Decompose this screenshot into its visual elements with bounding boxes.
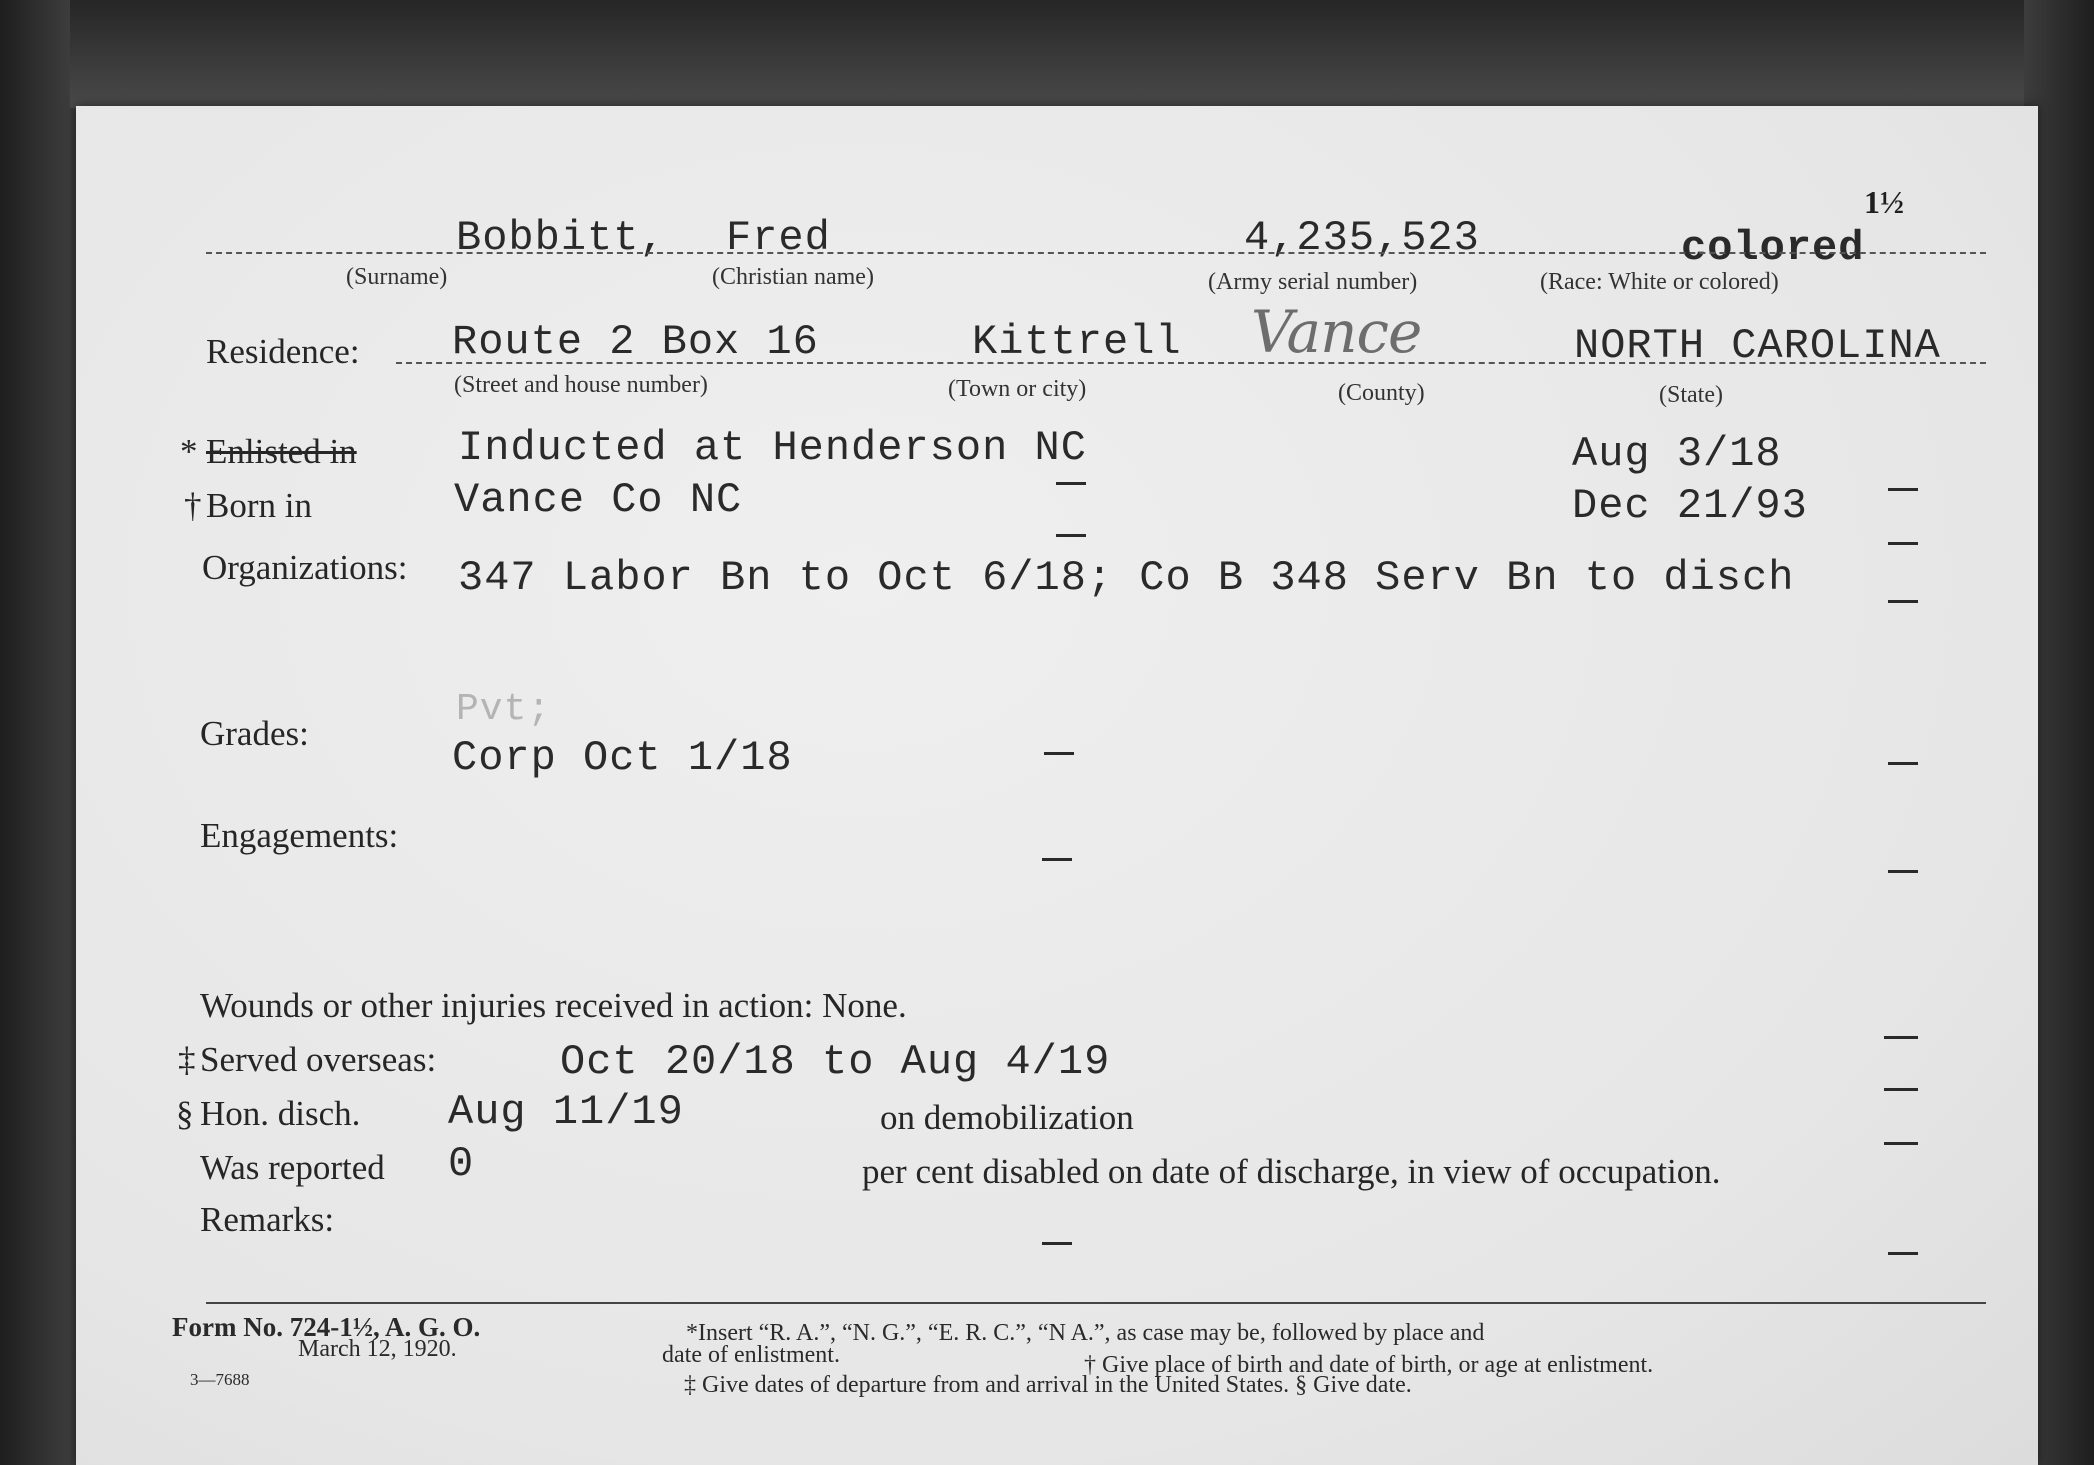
- county-caption: (County): [1338, 380, 1425, 406]
- dash-mark: [1884, 1036, 1918, 1039]
- born-value: Vance Co NC: [454, 476, 743, 524]
- form-number: Form No. 724-1½, A. G. O.: [172, 1312, 481, 1342]
- discharge-reason: on demobilization: [880, 1098, 1134, 1137]
- dash-mark: [1042, 858, 1072, 861]
- dash-mark: [1888, 870, 1918, 873]
- organizations-value: 347 Labor Bn to Oct 6/18; Co B 348 Serv Bn to disch: [458, 554, 1795, 602]
- serial-caption: (Army serial number): [1208, 269, 1418, 295]
- scan-border-top: [0, 0, 2094, 108]
- grades-faded-value: Pvt;: [456, 688, 552, 731]
- born-label: Born in: [206, 486, 312, 525]
- residence-label: Residence:: [206, 332, 360, 371]
- enlisted-marker: *: [180, 432, 198, 471]
- race-caption: (Race: White or colored): [1540, 269, 1779, 295]
- race-value: colored: [1681, 224, 1865, 272]
- born-marker: †: [184, 486, 202, 525]
- overseas-marker: ‡: [178, 1040, 196, 1079]
- discharge-date: Aug 11/19: [448, 1088, 684, 1136]
- town-value: Kittrell: [972, 318, 1182, 366]
- dash-mark: [1888, 600, 1918, 603]
- footnote-enlisted: *Insert “R. A.”, “N. G.”, “E. R. C.”, “N A.”, as case may be, followed by place and: [686, 1320, 1485, 1346]
- reported-text: per cent disabled on date of discharge, in view of occupation.: [862, 1152, 1721, 1191]
- dash-mark: [1056, 534, 1086, 537]
- residence-line: [396, 362, 1986, 364]
- service-record-card: [76, 106, 2038, 1465]
- grades-value: Corp Oct 1/18: [452, 734, 793, 782]
- wounds-text: Wounds or other injuries received in action: None.: [200, 986, 907, 1025]
- footnote-birth: † Give place of birth and date of birth, or age at enlistment.: [1084, 1352, 1654, 1378]
- name-line: [206, 252, 1986, 254]
- dash-mark: [1888, 488, 1918, 491]
- card-fraction: 1½: [1864, 184, 1904, 220]
- dash-mark: [1888, 542, 1918, 545]
- engagements-label: Engagements:: [200, 816, 399, 855]
- dash-mark: [1888, 1252, 1918, 1255]
- christian-name-caption: (Christian name): [712, 264, 874, 290]
- footer-rule: [206, 1302, 1986, 1304]
- discharge-label: Hon. disch.: [200, 1094, 361, 1133]
- print-code: 3—7688: [190, 1370, 250, 1389]
- street-caption: (Street and house number): [454, 372, 708, 398]
- enlisted-value: Inducted at Henderson NC: [458, 424, 1087, 472]
- county-value: Vance: [1251, 298, 1422, 366]
- serial-number-value: 4,235,523: [1244, 214, 1480, 262]
- street-value: Route 2 Box 16: [452, 318, 819, 366]
- form-date: March 12, 1920.: [298, 1336, 457, 1362]
- dash-mark: [1056, 482, 1086, 485]
- state-caption: (State): [1659, 382, 1723, 408]
- footnote-overseas: ‡ Give dates of departure from and arrival in the United States. § Give date.: [684, 1372, 1412, 1398]
- enlisted-date: Aug 3/18: [1572, 430, 1782, 478]
- organizations-label: Organizations:: [202, 548, 408, 587]
- grades-label: Grades:: [200, 714, 309, 753]
- surname-value: Bobbitt,: [456, 214, 666, 262]
- dash-mark: [1888, 762, 1918, 765]
- remarks-label: Remarks:: [200, 1200, 335, 1239]
- born-date: Dec 21/93: [1572, 482, 1808, 530]
- dash-mark: [1042, 1242, 1072, 1245]
- overseas-value: Oct 20/18 to Aug 4/19: [560, 1038, 1111, 1086]
- state-value: NORTH CAROLINA: [1574, 322, 1941, 370]
- town-caption: (Town or city): [948, 376, 1087, 402]
- surname-caption: (Surname): [346, 264, 448, 290]
- reported-value: 0: [448, 1140, 475, 1188]
- reported-label: Was reported: [200, 1148, 385, 1187]
- footnote-enlisted-cont: date of enlistment.: [662, 1342, 840, 1368]
- overseas-label: Served overseas:: [200, 1040, 437, 1079]
- christian-name-value: Fred: [726, 214, 831, 262]
- enlisted-label: Enlisted in: [206, 432, 357, 471]
- scan-border-left: [0, 0, 70, 1465]
- dash-mark: [1884, 1088, 1918, 1091]
- dash-mark: [1884, 1142, 1918, 1145]
- dash-mark: [1044, 752, 1074, 755]
- discharge-marker: §: [176, 1094, 194, 1133]
